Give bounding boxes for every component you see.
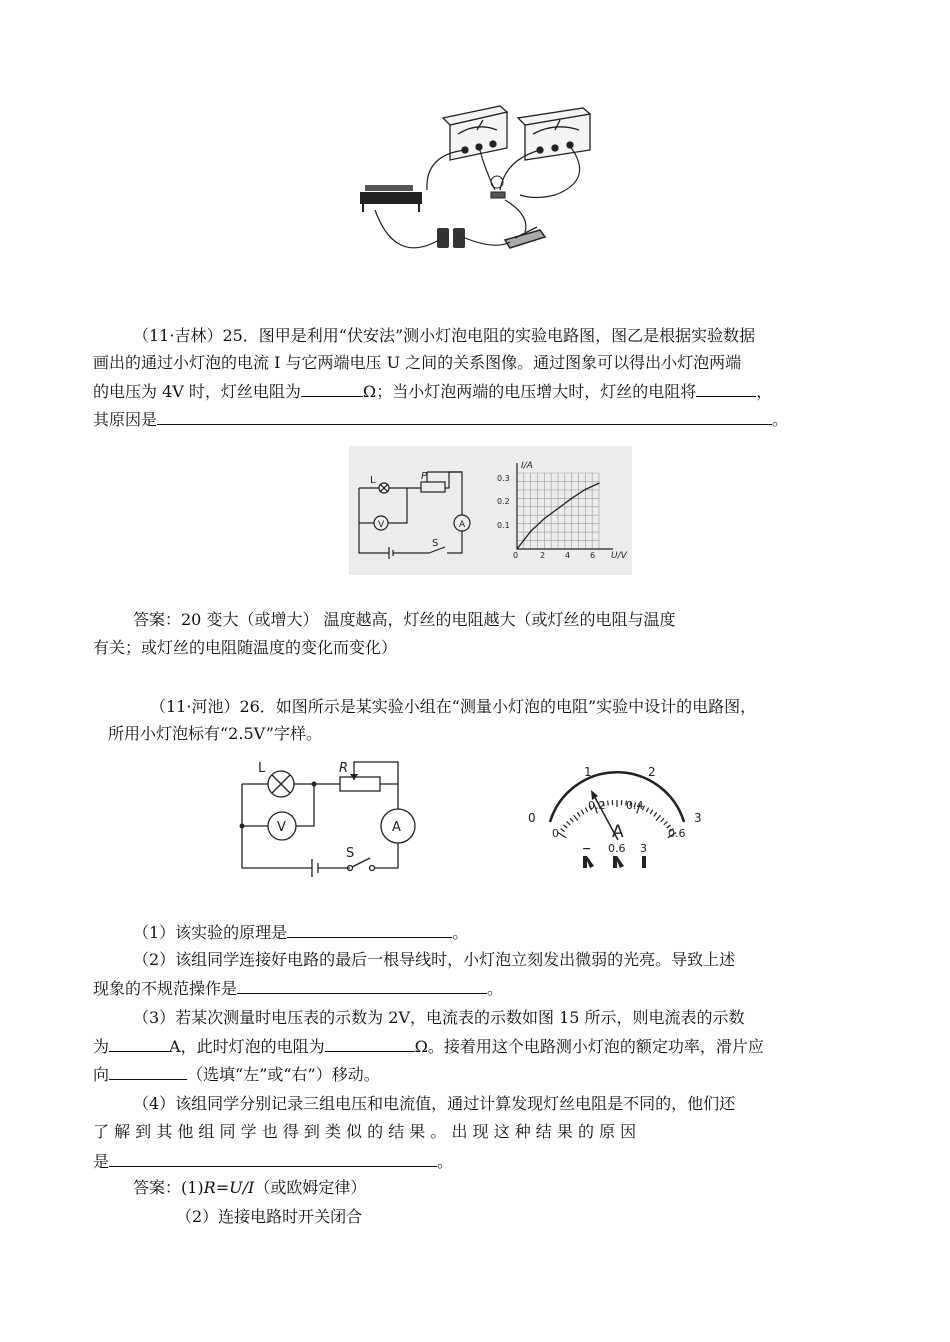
- q26-sub-4-line-2: 了 解 到 其 他 组 同 学 也 得 到 类 似 的 结 果 。 出 现 这 种 结 果 的 原 因: [93, 1122, 637, 1141]
- xtick-4: 4: [565, 551, 571, 560]
- data-point: [585, 489, 586, 490]
- top-scale-3: 3: [694, 811, 702, 825]
- data-point: [571, 498, 572, 499]
- q26-sub-4-line-1: （4）该组同学分别记录三组电压和电流值，通过计算发现灯丝电阻是不同的，他们还: [133, 1094, 736, 1113]
- q26-sub-2-line-1: （2）该组同学连接好电路的最后一根导线时，小灯泡立刻发出微弱的光亮。导致上述: [133, 950, 736, 969]
- q26-sub-4-line-3: 是 。: [93, 1152, 454, 1171]
- dial-tick: [664, 821, 668, 825]
- q25-line-2: 画出的通过小灯泡的电流 I 与它两端电压 U 之间的关系图像。通过图象可以得出小灯泡两端: [93, 353, 742, 372]
- data-point: [544, 518, 545, 519]
- dial-tick: [563, 825, 567, 828]
- dial-tick: [608, 801, 609, 806]
- bottom-scale-0.2: 0.2: [588, 799, 606, 812]
- q25-line-3: 的电压为 4V 时，灯丝电阻为 Ω；当小灯泡两端的电压增大时，灯丝的电阻将 ，: [93, 382, 773, 401]
- ammeter-symbol: A: [459, 520, 466, 530]
- dial-tick: [558, 833, 566, 838]
- top-scale-1: 1: [584, 765, 592, 779]
- answer-blank[interactable]: [109, 1064, 187, 1080]
- dial-tick: [567, 821, 571, 825]
- bottom-scale-0.4: 0.4: [626, 799, 644, 812]
- answer-blank[interactable]: [696, 381, 756, 397]
- terminal-0.6-label: 0.6: [608, 842, 626, 855]
- rheostat-label: R: [339, 761, 349, 776]
- bottom-scale-0: 0: [552, 827, 559, 840]
- answer-blank[interactable]: [287, 922, 452, 938]
- q25-figure: [349, 446, 632, 575]
- dial-tick: [650, 810, 653, 814]
- bottom-scale-0.6: 0.6: [668, 827, 686, 840]
- switch-label: S: [432, 538, 439, 549]
- terminals: [583, 856, 646, 868]
- xtick-0: 0: [513, 551, 519, 560]
- q26-sub-1: （1）该实验的原理是 。: [133, 923, 469, 942]
- dial-tick: [654, 812, 657, 816]
- battery-device: [437, 228, 465, 248]
- q25-answer-line-2: 有关；或灯丝的电阻随温度的变化而变化）: [93, 638, 398, 657]
- q26-sub-2-line-2: 现象的不规范操作是 。: [93, 979, 504, 998]
- answer-blank[interactable]: [237, 978, 487, 994]
- data-point: [557, 508, 558, 509]
- voltmeter-symbol: V: [277, 820, 286, 835]
- top-scale-0: 0: [528, 811, 536, 825]
- q26-line-1: （11·河池）26．如图所示是某实验小组在“测量小灯泡的电阻”实验中设计的电路图，: [150, 697, 757, 716]
- dial-tick: [577, 812, 580, 816]
- q26-answer-1: 答案：(1)R=U/I（或欧姆定律）: [133, 1178, 367, 1197]
- terminal-3-label: 3: [640, 842, 647, 855]
- dial-tick: [661, 818, 664, 822]
- xtick-2: 2: [540, 551, 546, 560]
- switch-label: S: [346, 846, 355, 861]
- ammeter-symbol: A: [392, 820, 401, 835]
- q25-line-1: （11·吉林）25．图甲是利用“伏安法”测小灯泡电阻的实验电路图，图乙是根据实验数据: [133, 326, 756, 345]
- top-scale-2: 2: [648, 765, 656, 779]
- unit-label: A: [612, 822, 624, 842]
- answer-blank[interactable]: [109, 1151, 437, 1167]
- lamp-label: L: [370, 475, 376, 486]
- graph-ylabel: I/A: [521, 461, 533, 471]
- ammeter-dial: [522, 760, 712, 870]
- voltmeter-device: [443, 106, 507, 160]
- small-circuit: [359, 472, 470, 559]
- slider-label: P: [421, 471, 428, 482]
- dial-tick: [646, 808, 648, 812]
- xtick-6: 6: [590, 551, 596, 560]
- q26-answer-2: （2）连接电路时开关闭合: [176, 1207, 363, 1226]
- graph-xlabel: U/V: [611, 551, 627, 561]
- q25-circuit-and-graph: [349, 446, 632, 575]
- answer-blank[interactable]: [301, 381, 363, 397]
- apparatus-photo: [355, 100, 600, 265]
- q26-circuit-diagram: [232, 758, 422, 878]
- data-point: [516, 548, 517, 549]
- data-point: [598, 483, 599, 484]
- answer-blank[interactable]: [109, 1036, 169, 1052]
- voltmeter-symbol: V: [378, 520, 385, 530]
- answer-blank[interactable]: [157, 409, 772, 425]
- q26-sub-3-line-3: 向 （选填“左”或“右”）移动。: [93, 1065, 380, 1084]
- iu-graph: [516, 463, 613, 550]
- terminal-minus-label: −: [582, 842, 592, 855]
- ytick-0.3: 0.3: [497, 474, 510, 483]
- q26-line-2: 所用小灯泡标有“2.5V”字样。: [108, 724, 322, 743]
- q26-sub-3-line-2: 为 A，此时灯泡的电阻为 Ω。接着用这个电路测小灯泡的额定功率，滑片应: [93, 1037, 764, 1056]
- dial-tick: [581, 810, 584, 814]
- q25-answer-line-1: 答案：20 变大（或增大） 温度越高，灯丝的电阻越大（或灯丝的电阻与温度: [133, 610, 676, 629]
- ytick-0.1: 0.1: [497, 521, 510, 530]
- q25-line-4: 其原因是 。: [93, 410, 789, 429]
- lamp-label: L: [258, 761, 266, 776]
- ammeter-device: [518, 108, 590, 160]
- rheostat-device: [360, 185, 422, 212]
- dial-tick: [574, 815, 578, 821]
- data-point: [530, 531, 531, 532]
- ytick-0.2: 0.2: [497, 497, 510, 506]
- dial-tick: [656, 815, 660, 821]
- dial-tick: [570, 818, 573, 822]
- dial-tick: [561, 829, 565, 832]
- q26-sub-3-line-1: （3）若某次测量时电压表的示数为 2V，电流表的示数如图 15 所示，则电流表的示数: [133, 1008, 745, 1027]
- answer-blank[interactable]: [325, 1036, 415, 1052]
